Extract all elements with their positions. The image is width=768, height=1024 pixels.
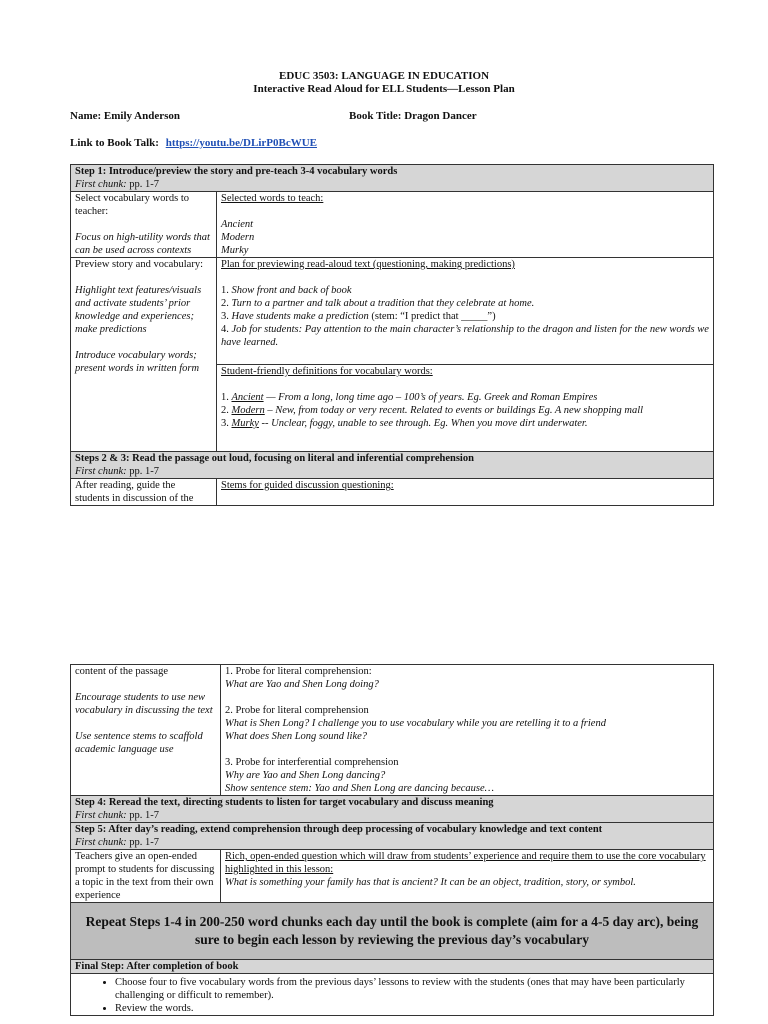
sentence-stems-note: Use sentence stems to scaffold academic language use bbox=[75, 731, 203, 755]
definitions-cell bbox=[217, 365, 714, 452]
final-step-list bbox=[75, 976, 709, 1015]
final-step-header-row bbox=[71, 960, 714, 974]
step23-header bbox=[71, 452, 714, 479]
select-words-label: Select vocabulary words to teacher: bbox=[75, 193, 190, 217]
open-ended-heading: Rich, open-ended question which will draw from students’ experience and require them to use the core vocabulary highlighted in this lesson: bbox=[225, 851, 706, 875]
step1-header-row bbox=[71, 165, 714, 192]
book-talk-link[interactable]: https://youtu.be/DLirP0BcWUE bbox=[165, 137, 317, 149]
book-title-value: Dragon Dancer bbox=[404, 110, 477, 122]
probe-question: Show sentence stem: Yao and Shen Long are dancing because… bbox=[225, 783, 494, 794]
final-step-row bbox=[71, 974, 714, 1016]
preview-plan-cell bbox=[217, 258, 714, 365]
final-step-title: Final Step: After completion of book bbox=[75, 961, 239, 972]
definitions-heading: Student-friendly definitions for vocabulary words: bbox=[221, 366, 433, 377]
select-words-left-cell bbox=[71, 192, 217, 258]
plan-item: 3. Have students make a prediction (stem: “I predict that _____”) bbox=[221, 311, 496, 322]
final-step-cell bbox=[71, 974, 714, 1016]
definition-item: 3. Murky -- Unclear, foggy, unable to see through. Eg. When you move dirt underwater. bbox=[221, 418, 588, 429]
step23-header-row bbox=[71, 452, 714, 479]
plan-item: 1. Show front and back of book bbox=[221, 285, 352, 296]
step5-header-row bbox=[71, 823, 714, 850]
definition-item: 2. Modern – New, from today or very recent. Related to events or buildings Eg. A new shopping mall bbox=[221, 405, 644, 416]
probe-question: What are Yao and Shen Long doing? bbox=[225, 679, 379, 690]
plan-heading: Plan for previewing read-aloud text (questioning, making predictions) bbox=[221, 259, 515, 270]
selected-words-cell bbox=[217, 192, 714, 258]
book-title-label: Book Title: bbox=[349, 110, 402, 122]
guided-discussion-left-cell bbox=[71, 479, 217, 506]
step1-title: Step 1: Introduce/preview the story and pre-teach 3-4 vocabulary words bbox=[75, 166, 398, 177]
stems-heading: Stems for guided discussion questioning: bbox=[221, 480, 394, 491]
book-title-line bbox=[349, 110, 477, 123]
step4-title: Step 4: Reread the text, directing students to listen for target vocabulary and discuss meaning bbox=[75, 797, 494, 808]
preview-row bbox=[71, 258, 714, 365]
name-label: Name: bbox=[70, 110, 102, 122]
encourage-note: Encourage students to use new vocabulary in discussing the text bbox=[75, 692, 213, 716]
step4-header-row bbox=[71, 796, 714, 823]
repeat-row bbox=[71, 903, 714, 960]
open-ended-prompt-note: Teachers give an open-ended prompt to students for discussing a topic in the text from their own experience bbox=[75, 851, 215, 901]
step23-title: Steps 2 & 3: Read the passage out loud, focusing on literal and inferential comprehension bbox=[75, 453, 474, 464]
book-talk-label: Link to Book Talk: bbox=[70, 137, 159, 149]
step5-header bbox=[71, 823, 714, 850]
step23-chunk: First chunk: pp. 1-7 bbox=[75, 466, 159, 477]
focus-note: Focus on high-utility words that can be used across contexts bbox=[75, 232, 210, 256]
repeat-steps-banner: Repeat Steps 1-4 in 200-250 word chunks each day until the book is complete (aim for a 4-5 day arc), being sure to begin each lesson by reviewing the previous day’s vocabulary bbox=[71, 903, 714, 960]
probe-row bbox=[71, 665, 714, 796]
introduce-note: Introduce vocabulary words; present words in written form bbox=[75, 350, 200, 374]
content-of-passage: content of the passage bbox=[75, 666, 169, 677]
step1-header bbox=[71, 165, 714, 192]
vocab-word: Ancient bbox=[221, 219, 254, 230]
probe-question: What does Shen Long sound like? bbox=[225, 731, 368, 742]
open-ended-left-cell bbox=[71, 850, 221, 903]
open-ended-question-cell bbox=[221, 850, 714, 903]
open-ended-question: What is something your family has that is ancient? It can be an object, tradition, story, or symbol. bbox=[225, 877, 636, 888]
probe-left-cell bbox=[71, 665, 221, 796]
preview-label: Preview story and vocabulary: bbox=[75, 259, 204, 270]
name-line bbox=[70, 110, 180, 123]
vocab-word: Murky bbox=[221, 245, 249, 256]
final-step-header bbox=[71, 960, 714, 974]
select-words-row bbox=[71, 192, 714, 258]
open-ended-row bbox=[71, 850, 714, 903]
vocab-word: Modern bbox=[221, 232, 255, 243]
stems-heading-cell bbox=[217, 479, 714, 506]
probe-label: 3. Probe for interferential comprehension bbox=[225, 757, 399, 768]
final-step-bullet: • Choose four to five vocabulary words from the previous days’ lessons to review with the students (ones that may have been particularly challenging or difficult to remember). bbox=[115, 976, 709, 1002]
step4-chunk: First chunk: pp. 1-7 bbox=[75, 810, 159, 821]
probe-question: What is Shen Long? I challenge you to use vocabulary while you are retelling it to a friend bbox=[225, 718, 606, 729]
lesson-plan-table-part-1 bbox=[70, 164, 714, 506]
preview-left-cell bbox=[71, 258, 217, 452]
probe-label: 1. Probe for literal comprehension: bbox=[225, 666, 372, 677]
course-title: EDUC 3503: LANGUAGE IN EDUCATION bbox=[278, 70, 490, 82]
step1-chunk: First chunk: pp. 1-7 bbox=[75, 179, 159, 190]
lesson-plan-subtitle: Interactive Read Aloud for ELL Students—Lesson Plan bbox=[253, 83, 515, 95]
plan-item: 2. Turn to a partner and talk about a tradition that they celebrate at home. bbox=[221, 298, 535, 309]
final-step-bullet: • Review the words. bbox=[115, 1002, 709, 1015]
plan-item: 4. Job for students: Pay attention to the main character’s relationship to the dragon and listen for the new words we have learned. bbox=[221, 324, 709, 348]
probe-label: 2. Probe for literal comprehension bbox=[225, 705, 369, 716]
guided-discussion-text: After reading, guide the students in discussion of the bbox=[75, 480, 194, 504]
highlight-note: Highlight text features/visuals and activate students’ prior knowledge and experiences; make predictions bbox=[75, 285, 202, 335]
book-talk-line bbox=[70, 137, 317, 150]
guided-discussion-row bbox=[71, 479, 714, 506]
name-value: Emily Anderson bbox=[103, 110, 181, 122]
step4-header bbox=[71, 796, 714, 823]
probe-question: Why are Yao and Shen Long dancing? bbox=[225, 770, 386, 781]
definition-item: 1. Ancient — From a long, long time ago – 100’s of years. Eg. Greek and Roman Empires bbox=[221, 392, 598, 403]
step5-title: Step 5: After day’s reading, extend comprehension through deep processing of vocabulary knowledge and text content bbox=[75, 824, 603, 835]
lesson-plan-table-part-2 bbox=[70, 664, 714, 1016]
selected-words-heading: Selected words to teach: bbox=[221, 193, 324, 204]
probe-questions-cell bbox=[221, 665, 714, 796]
step5-chunk: First chunk: pp. 1-7 bbox=[75, 837, 159, 848]
